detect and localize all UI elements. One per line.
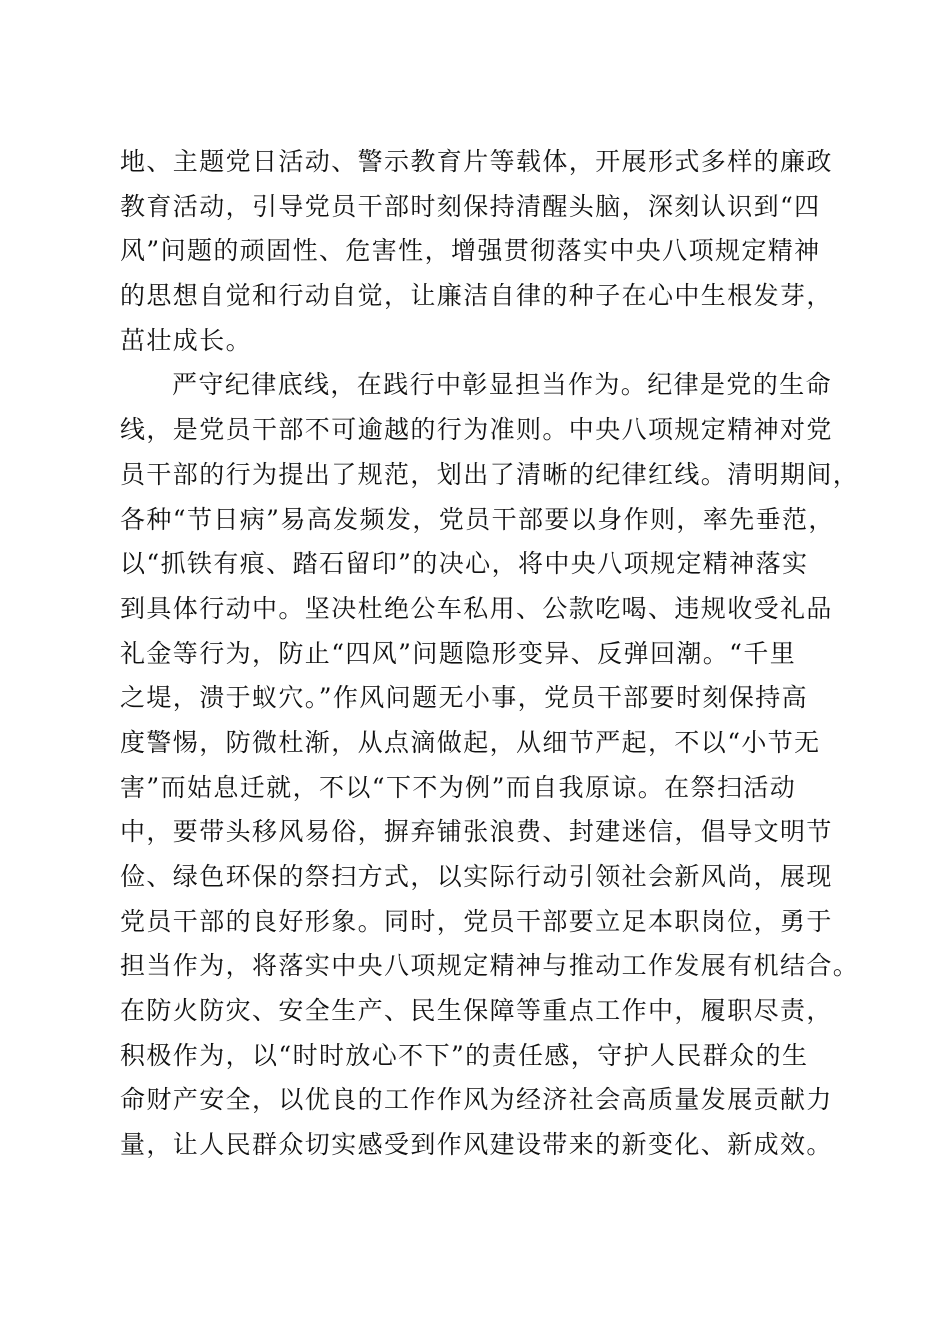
paragraph-2-line: 严守纪律底线，在践行中彰显担当作为。纪律是党的生命 (172, 370, 833, 400)
paragraph-2-line: 中，要带头移风易俗，摒弃铺张浪费、封建迷信，倡导文明节 (120, 817, 833, 847)
paragraph-1-line: 茁壮成长。 (120, 325, 253, 355)
paragraph-1 (120, 140, 840, 363)
paragraph-2-line: 各种“节日病”易高发频发，党员干部要以身作则，率先垂范， (120, 504, 835, 534)
paragraph-1-line: 教育活动，引导党员干部时刻保持清醒头脑，深刻认识到“四 (120, 191, 821, 221)
paragraph-2-line: 度警惕，防微杜渐，从点滴做起，从细节严起，不以“小节无 (120, 727, 821, 757)
paragraph-2-line: 量，让人民群众切实感受到作风建设带来的新变化、新成效。 (120, 1130, 833, 1160)
paragraph-2-line: 党员干部的良好形象。同时，党员干部要立足本职岗位，勇于 (120, 906, 833, 936)
paragraph-2-line: 积极作为，以“时时放心不下”的责任感，守护人民群众的生 (120, 1040, 809, 1070)
paragraph-2-line: 命财产安全，以优良的工作作风为经济社会高质量发展贡献力 (120, 1085, 833, 1115)
paragraph-2-line: 担当作为，将落实中央八项规定精神与推动工作发展有机结合。 (120, 951, 860, 981)
paragraph-1-line: 的思想自觉和行动自觉，让廉洁自律的种子在心中生根发芽， (120, 281, 833, 311)
paragraph-2-line: 到具体行动中。坚决杜绝公车私用、公款吃喝、违规收受礼品 (120, 593, 833, 623)
paragraph-2-line: 线，是党员干部不可逾越的行为准则。中央八项规定精神对党 (120, 415, 833, 445)
paragraph-2-line: 害”而姑息迁就，不以“下不为例”而自我原谅。在祭扫活动 (120, 772, 797, 802)
paragraph-2-line: 礼金等行为，防止“四风”问题隐形变异、反弹回潮。“千里 (120, 638, 797, 668)
paragraph-2-line: 之堤，溃于蚁穴。”作风问题无小事，党员干部要时刻保持高 (120, 683, 809, 713)
paragraph-2-line: 在防火防灾、安全生产、民生保障等重点工作中，履职尽责， (120, 996, 833, 1026)
paragraph-2-line: 以“抓铁有痕、踏石留印”的决心，将中央八项规定精神落实 (120, 549, 809, 579)
body-text (120, 140, 860, 1168)
paragraph-2 (120, 363, 860, 1167)
paragraph-1-line: 风”问题的顽固性、危害性，增强贯彻落实中央八项规定精神 (120, 236, 821, 266)
paragraph-2-line: 俭、绿色环保的祭扫方式，以实际行动引领社会新风尚，展现 (120, 862, 833, 891)
paragraph-1-line: 地、主题党日活动、警示教育片等载体，开展形式多样的廉政 (120, 147, 833, 176)
paragraph-2-line: 员干部的行为提出了规范，划出了清晰的纪律红线。清明期间， (120, 459, 860, 489)
